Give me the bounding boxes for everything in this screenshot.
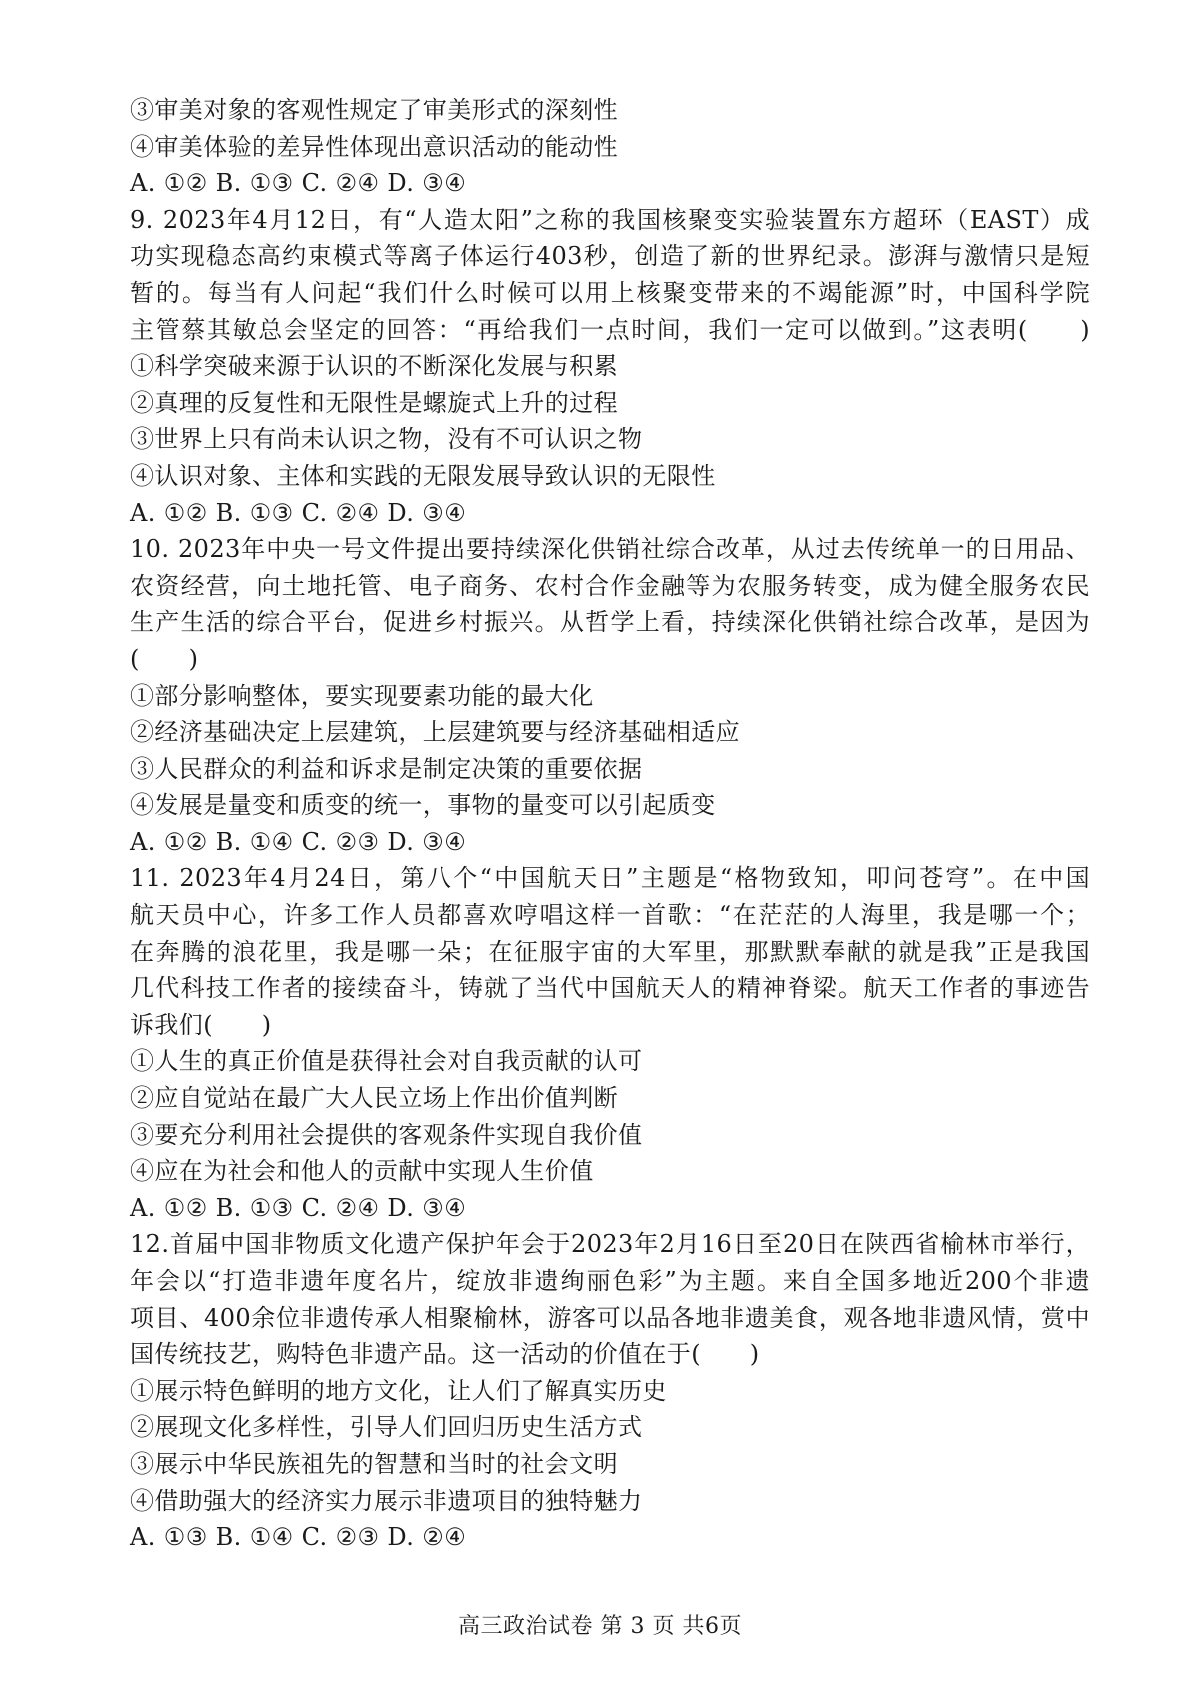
- exam-page-body: [130, 92, 1090, 1556]
- text-line: A. ①② B. ①③ C. ②④ D. ③④: [130, 1193, 467, 1222]
- text-line: A. ①② B. ①③ C. ②④ D. ③④: [130, 169, 467, 198]
- text-line: ③审美对象的客观性规定了审美形式的深刻性: [130, 96, 618, 124]
- text-line: 年会以“打造非遗年度名片，绽放非遗绚丽色彩”为主题。来自全国多地近200个非遗: [130, 1267, 1090, 1295]
- text-line: ③世界上只有尚未认识之物，没有不可认识之物: [130, 425, 643, 454]
- text-line: ②经济基础决定上层建筑，上层建筑要与经济基础相适应: [130, 718, 740, 747]
- text-line: 国传统技艺，购特色非遗产品。这一活动的价值在于( ): [130, 1340, 760, 1369]
- text-line: ①科学突破来源于认识的不断深化发展与积累: [130, 352, 618, 381]
- text-line: ④借助强大的经济实力展示非遗项目的独特魅力: [130, 1486, 643, 1515]
- text-line: ③展示中华民族祖先的智慧和当时的社会文明: [130, 1449, 618, 1478]
- text-line: ①人生的真正价值是获得社会对自我贡献的认可: [130, 1047, 643, 1076]
- text-line: 项目、400余位非遗传承人相聚榆林，游客可以品各地非遗美食，观各地非遗风情，赏中: [130, 1303, 1090, 1332]
- text-line: 生产生活的综合平台，促进乡村振兴。从哲学上看，持续深化供销社综合改革，是因为: [130, 608, 1090, 637]
- text-line: 农资经营，向土地托管、电子商务、农村合作金融等为农服务转变，成为健全服务农民: [130, 571, 1090, 600]
- text-line: 暂的。每当有人问起“我们什么时候可以用上核聚变带来的不竭能源”时，中国科学院: [130, 278, 1090, 307]
- text-line: ④应在为社会和他人的贡献中实现人生价值: [130, 1157, 594, 1186]
- text-line: ①部分影响整体，要实现要素功能的最大化: [130, 681, 594, 710]
- text-line: 11. 2023年4月24日，第八个“中国航天日”主题是“格物致知，叩问苍穹”。在中国: [130, 864, 1090, 893]
- text-line: ④审美体验的差异性体现出意识活动的能动性: [130, 132, 618, 161]
- text-line: ①展示特色鲜明的地方文化，让人们了解真实历史: [130, 1376, 667, 1405]
- text-line: 12.首届中国非物质文化遗产保护年会于2023年2月16日至20日在陕西省榆林市举行，: [130, 1230, 1090, 1259]
- text-line: ②展现文化多样性，引导人们回归历史生活方式: [130, 1413, 643, 1442]
- text-line: ③要充分利用社会提供的客观条件实现自我价值: [130, 1120, 643, 1149]
- text-line: ②应自觉站在最广大人民立场上作出价值判断: [130, 1084, 618, 1113]
- text-line: 功实现稳态高约束模式等离子体运行403秒，创造了新的世界纪录。澎湃与激情只是短: [130, 242, 1090, 271]
- text-line: 几代科技工作者的接续奋斗，铸就了当代中国航天人的精神脊梁。航天工作者的事迹告: [130, 974, 1090, 1003]
- text-line: ④发展是量变和质变的统一，事物的量变可以引起质变: [130, 791, 716, 820]
- text-line: 航天员中心，许多工作人员都喜欢哼唱这样一首歌：“在茫茫的人海里，我是哪一个；: [130, 901, 1090, 930]
- text-line: 在奔腾的浪花里，我是哪一朵；在征服宇宙的大军里，那默默奉献的就是我”正是我国: [130, 937, 1090, 966]
- text-line: 诉我们( ): [130, 1010, 272, 1039]
- text-line: ④认识对象、主体和实践的无限发展导致认识的无限性: [130, 461, 716, 490]
- page-footer: 高三政治试卷 第 3 页 共6页: [458, 1614, 742, 1639]
- text-line: A. ①② B. ①④ C. ②③ D. ③④: [130, 827, 467, 856]
- text-line: ( ): [130, 644, 199, 673]
- text-line: ③人民群众的利益和诉求是制定决策的重要依据: [130, 754, 643, 783]
- text-line: 10. 2023年中央一号文件提出要持续深化供销社综合改革，从过去传统单一的日用品、: [130, 535, 1090, 564]
- text-line: A. ①③ B. ①④ C. ②③ D. ②④: [130, 1523, 467, 1552]
- text-line: 主管蔡其敏总会坚定的回答：“再给我们一点时间，我们一定可以做到。”这表明( ): [130, 315, 1090, 344]
- text-line: 9. 2023年4月12日，有“人造太阳”之称的我国核聚变实验装置东方超环（EAST）成: [130, 205, 1090, 234]
- text-line: ②真理的反复性和无限性是螺旋式上升的过程: [130, 388, 618, 417]
- text-line: A. ①② B. ①③ C. ②④ D. ③④: [130, 498, 467, 527]
